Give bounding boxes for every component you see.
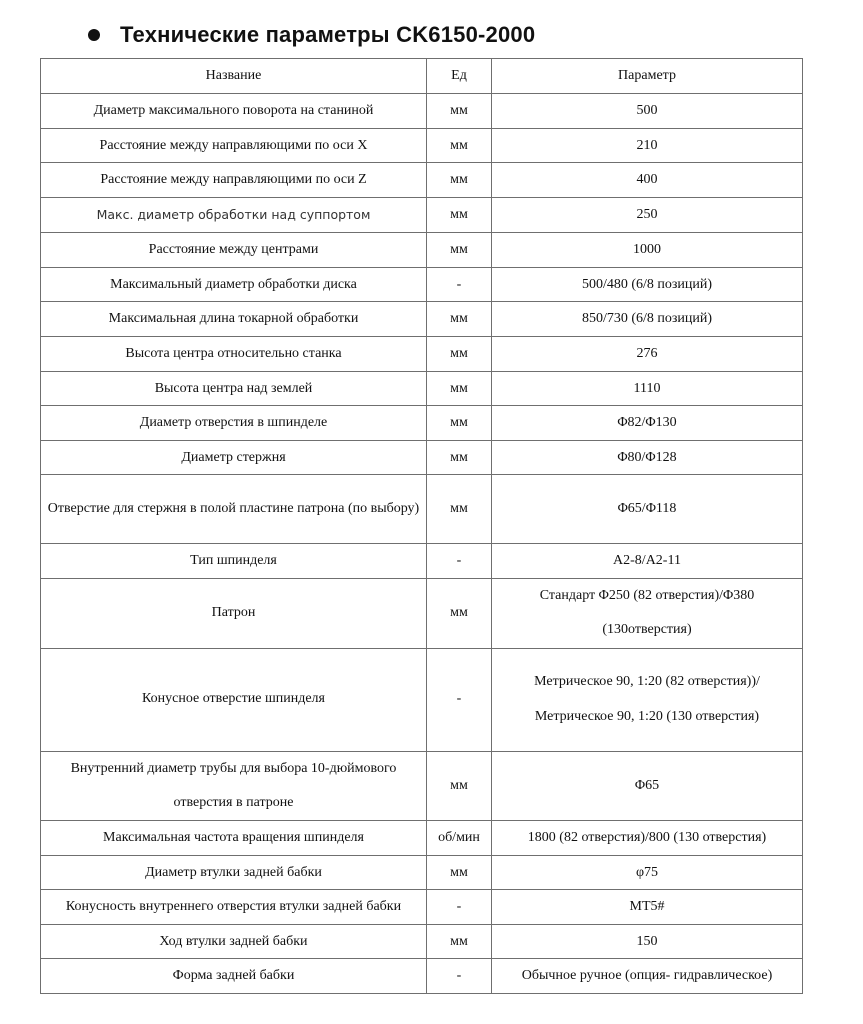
row-unit-cell: - — [427, 959, 492, 994]
row-name-cell: Диаметр максимального поворота на станиной — [41, 94, 427, 129]
row-name-cell: Диаметр втулки задней бабки — [41, 856, 427, 890]
table-row — [41, 337, 803, 372]
table-row — [41, 129, 803, 163]
row-value-cell: 400 — [492, 163, 803, 198]
row-name-cell: Диаметр отверстия в шпинделе — [41, 406, 427, 441]
section-heading — [88, 18, 535, 52]
row-name-cell: Отверстие для стержня в полой пластине патрона (по выбору) — [41, 475, 427, 544]
row-value-cell: Φ80/Φ128 — [492, 441, 803, 475]
bullet-icon — [88, 29, 100, 41]
row-value-cell: MT5# — [492, 890, 803, 925]
row-value-cell: φ75 — [492, 856, 803, 890]
table-row — [41, 94, 803, 129]
row-value-cell: Стандарт Φ250 (82 отверстия)/Φ380 (130отверстия) — [492, 579, 803, 649]
table-row — [41, 198, 803, 233]
row-unit-cell: мм — [427, 233, 492, 268]
table-row — [41, 648, 803, 751]
row-value-cell: 210 — [492, 129, 803, 163]
row-name-cell: Максимальная частота вращения шпинделя — [41, 821, 427, 856]
row-value-cell: 250 — [492, 198, 803, 233]
table-row — [41, 233, 803, 268]
row-name-cell: Патрон — [41, 579, 427, 649]
table-row — [41, 856, 803, 890]
row-name-cell: Расстояние между направляющими по оси Z — [41, 163, 427, 198]
table-row — [41, 441, 803, 475]
row-name-cell: Макс. диаметр обработки над суппортом — [41, 198, 427, 233]
row-name-cell: Форма задней бабки — [41, 959, 427, 994]
row-unit-cell: мм — [427, 302, 492, 337]
heading-title: Технические параметры CK6150-2000 — [120, 22, 536, 47]
row-unit-cell: мм — [427, 129, 492, 163]
row-name-cell: Внутренний диаметр трубы для выбора 10-дюймового отверстия в патроне — [41, 751, 427, 821]
table-row — [41, 302, 803, 337]
row-name-cell: Расстояние между направляющими по оси X — [41, 129, 427, 163]
parameters-table — [40, 58, 803, 994]
row-value-cell: 1000 — [492, 233, 803, 268]
row-value-cell: A2-8/A2-11 — [492, 544, 803, 579]
row-value-cell: Φ82/Φ130 — [492, 406, 803, 441]
row-unit-cell: мм — [427, 856, 492, 890]
row-name-cell: Максимальная длина токарной обработки — [41, 302, 427, 337]
row-name-cell: Ход втулки задней бабки — [41, 925, 427, 959]
table-row — [41, 959, 803, 994]
row-name-cell: Конусность внутреннего отверстия втулки задней бабки — [41, 890, 427, 925]
table-row — [41, 579, 803, 649]
row-name-cell: Тип шпинделя — [41, 544, 427, 579]
row-unit-cell: - — [427, 648, 492, 751]
row-name-cell: Высота центра относительно станка — [41, 337, 427, 372]
row-unit-cell: мм — [427, 475, 492, 544]
row-name-cell: Диаметр стержня — [41, 441, 427, 475]
row-unit-cell: об/мин — [427, 821, 492, 856]
table-row — [41, 925, 803, 959]
row-unit-cell: мм — [427, 94, 492, 129]
row-unit-cell: мм — [427, 198, 492, 233]
row-unit-cell: мм — [427, 925, 492, 959]
column-header-name: Название — [41, 59, 427, 94]
table-row — [41, 268, 803, 302]
row-unit-cell: мм — [427, 406, 492, 441]
table-header-row — [41, 59, 803, 94]
row-name-cell: Расстояние между центрами — [41, 233, 427, 268]
row-unit-cell: мм — [427, 163, 492, 198]
row-value-cell: 1800 (82 отверстия)/800 (130 отверстия) — [492, 821, 803, 856]
row-unit-cell: мм — [427, 372, 492, 406]
row-value-cell: Φ65 — [492, 751, 803, 821]
table-row — [41, 372, 803, 406]
row-value-cell: 276 — [492, 337, 803, 372]
table-row — [41, 821, 803, 856]
row-unit-cell: мм — [427, 337, 492, 372]
row-value-cell: 500/480 (6/8 позиций) — [492, 268, 803, 302]
table-row — [41, 544, 803, 579]
row-value-cell: Метрическое 90, 1:20 (82 отверстия))/Метрическое 90, 1:20 (130 отверстия) — [492, 648, 803, 751]
row-unit-cell: мм — [427, 579, 492, 649]
row-value-cell: 850/730 (6/8 позиций) — [492, 302, 803, 337]
column-header-unit: Ед — [427, 59, 492, 94]
row-unit-cell: - — [427, 544, 492, 579]
table-row — [41, 475, 803, 544]
row-unit-cell: - — [427, 268, 492, 302]
table-row — [41, 163, 803, 198]
row-unit-cell: - — [427, 890, 492, 925]
row-value-cell: Φ65/Φ118 — [492, 475, 803, 544]
table-row — [41, 890, 803, 925]
table-row — [41, 406, 803, 441]
row-unit-cell: мм — [427, 441, 492, 475]
row-name-cell: Конусное отверстие шпинделя — [41, 648, 427, 751]
table-row — [41, 751, 803, 821]
row-value-cell: 150 — [492, 925, 803, 959]
row-unit-cell: мм — [427, 751, 492, 821]
row-name-cell: Высота центра над землей — [41, 372, 427, 406]
row-value-cell: Обычное ручное (опция- гидравлическое) — [492, 959, 803, 994]
row-name-cell: Максимальный диаметр обработки диска — [41, 268, 427, 302]
row-value-cell: 1110 — [492, 372, 803, 406]
column-header-value: Параметр — [492, 59, 803, 94]
row-value-cell: 500 — [492, 94, 803, 129]
